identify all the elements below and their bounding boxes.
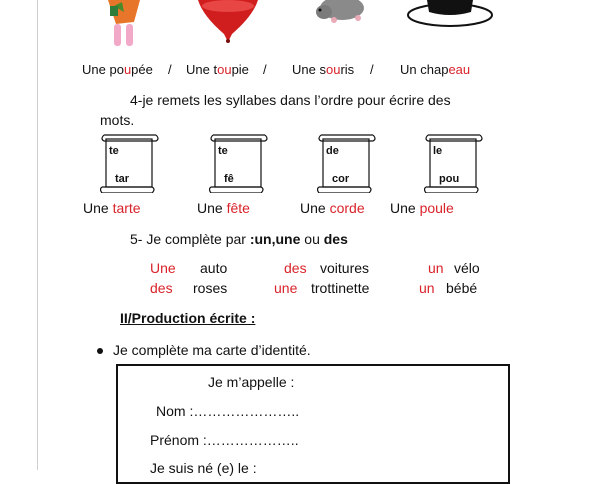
card-line-prenom: Prénom :……………….. [150, 432, 299, 448]
syllable-top: te [109, 145, 119, 157]
ex5-row2-noun1: roses [193, 280, 228, 296]
syllable-scroll [100, 131, 160, 193]
ex5-row1-item3: un [428, 260, 444, 276]
syllable-top: le [433, 145, 443, 157]
caption-separator: / [370, 62, 374, 77]
caption-separator: / [263, 62, 267, 77]
caption-toupie: Une toupie [186, 62, 249, 77]
syllable-scroll [424, 131, 484, 193]
ex5-row2-item2: une [274, 280, 298, 296]
syllable-bottom: pou [439, 173, 460, 185]
syllable-top: te [218, 145, 228, 157]
production-title: II/Production écrite : [120, 310, 256, 326]
ex5-row2-noun2: trottinette [311, 280, 370, 296]
card-line-nom: Nom :………………….. [156, 403, 300, 419]
answer-corde: Une corde [300, 200, 365, 216]
caption-chapeau: Un chapeau [400, 62, 471, 77]
ex5-row1-noun2: voitures [320, 260, 370, 276]
exercise-4-instruction [130, 90, 530, 110]
production-bullet [97, 342, 311, 358]
spinning-top-icon [198, 0, 258, 44]
syllable-bottom: tar [115, 173, 130, 185]
exercise-4-line1: 4-je remets les syllabes dans l’ordre pour écrire des [130, 92, 451, 108]
ex5-row2-noun3: bébé [446, 280, 478, 296]
ex5-row2-item1: des [150, 280, 173, 296]
caption-souris: Une souris [292, 62, 355, 77]
answer-fete: Une fête [197, 200, 250, 216]
syllable-scroll [317, 131, 377, 193]
ex5-row1-noun1: auto [200, 260, 228, 276]
exercise-4-line2: mots. [100, 112, 135, 128]
card-line-birthdate: Je suis né (e) le : [150, 460, 257, 476]
production-bullet-text: Je complète ma carte d’identité. [113, 342, 311, 358]
answer-poule: Une poule [390, 200, 454, 216]
syllable-scroll [209, 131, 269, 193]
identity-card [116, 364, 510, 484]
exercise-5-instruction: 5- Je complète par :un,une ou des [130, 231, 348, 247]
card-line-name-intro: Je m’appelle : [208, 374, 295, 390]
mouse-icon [310, 0, 370, 26]
caption-poupee: Une poupée [82, 62, 153, 77]
page-margin-left [37, 0, 38, 470]
bullet-icon [97, 348, 103, 354]
doll-icon [100, 0, 150, 48]
answer-tarte: Une tarte [83, 200, 141, 216]
syllable-bottom: fê [224, 173, 234, 185]
syllable-bottom: cor [332, 173, 350, 185]
ex5-row1-noun3: vélo [454, 260, 480, 276]
syllable-top: de [326, 145, 339, 157]
caption-separator: / [168, 62, 172, 77]
hat-icon [405, 0, 495, 30]
ex5-row1-item2: des [284, 260, 307, 276]
ex5-row2-item3: un [419, 280, 435, 296]
ex5-row1-item1: Une [150, 260, 176, 276]
